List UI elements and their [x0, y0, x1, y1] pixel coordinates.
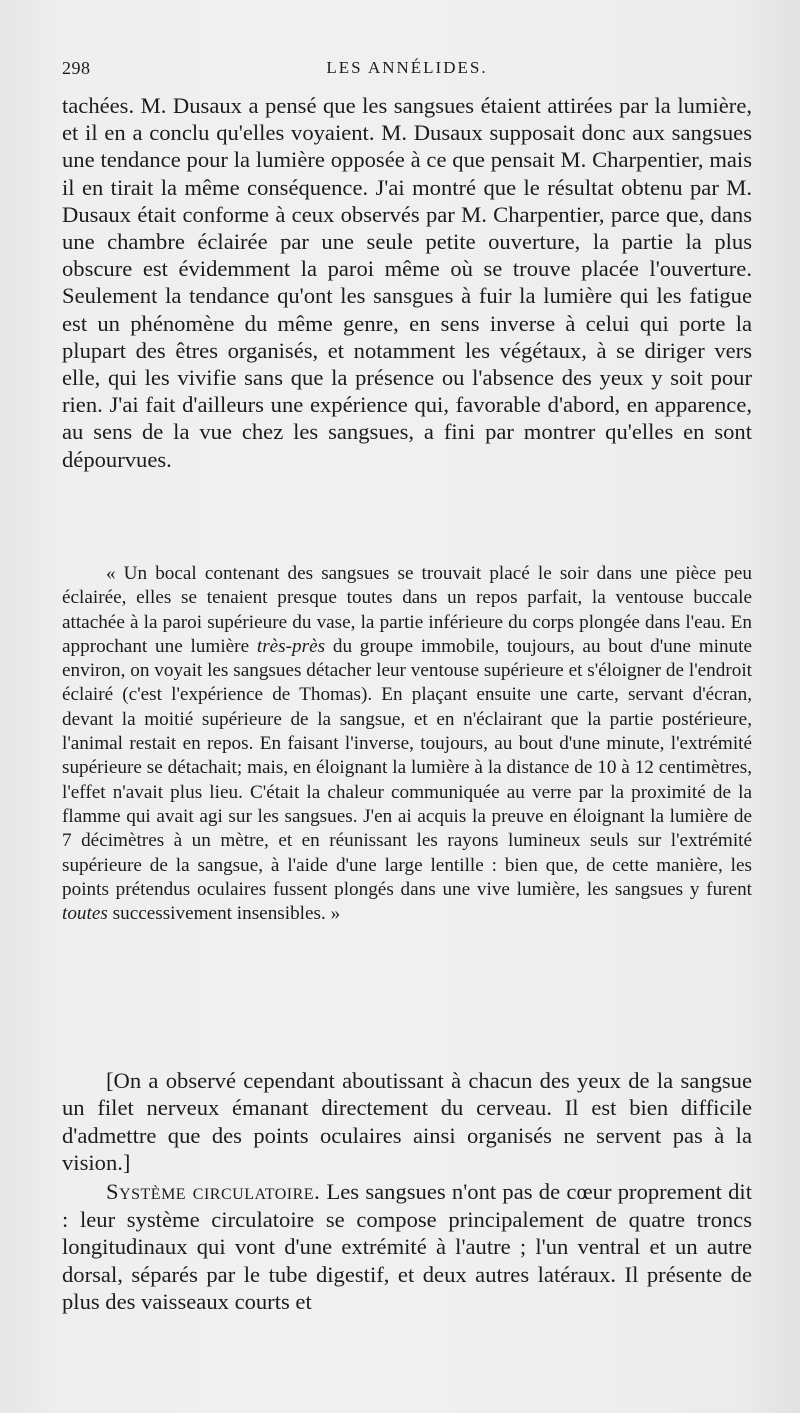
page-header: [62, 58, 752, 86]
quote-italic-tres-pres: très-près: [256, 635, 326, 657]
bracketed-text: [On a observé cependant aboutissant à chacun des yeux de la sangsue un filet nerveux émanant directement du cerveau. Il est bien difficile d'admettre que des points oculaires ainsi organisés ne servent pas à la vision.]: [62, 1068, 752, 1176]
section-heading: Système circulatoire.: [106, 1179, 321, 1204]
bracketed-paragraph: [62, 1067, 752, 1177]
quote-text-1: « Un bocal contenant des sangsues se trouvait placé le soir dans une pièce peu éclairée, elles se tenaient presque toutes dans un repos parfait, la ventouse buccale attachée à la paroi supérieure du vase, la partie inférieure du corps plongée dans l'eau. En approchant une lumière: [62, 563, 752, 657]
quote-text-3: successivement insensibles. »: [107, 903, 341, 925]
running-head: LES ANNÉLIDES.: [326, 58, 488, 77]
section-text: Les sangsues n'ont pas de cœur proprement dit : leur système circulatoire se compose principalement de quatre troncs longitudinaux qui vont d'une extrémité à l'autre ; l'un ventral et un autre dorsal, séparés par le tube digestif, et deux autres latéraux. Il présente de plus des vaisseaux courts et: [62, 1179, 752, 1315]
paragraph-continuation: tachées. M. Dusaux a pensé que les sangsues étaient attirées par la lumière, et il en a conclu qu'elles voyaient. M. Dusaux supposait donc aux sangsues une tendance pour la lumière opposée à ce que pensait M. Charpentier, mais il en tirait la même conséquence. J'ai montré que le résultat obtenu par M. Dusaux était conforme à ceux observés par M. Charpentier, parce que, dans une chambre éclairée par une seule petite ouverture, la partie la plus obscure est évidemment la paroi même où se trouve placée l'ouverture. Seulement la tendance qu'ont les sansgues à fuir la lumière qui les fatigue est un phénomène du même genre, en sens inverse à celui qui porte la plupart des êtres organisés, et notamment les végétaux, à se diriger vers elle, qui les vivifie sans que la présence ou l'absence des yeux y soit pour rien. J'ai fait d'ailleurs une expérience qui, favorable d'abord, en apparence, au sens de la vue chez les sangsues, a fini par montrer qu'elles en sont dépourvues.: [62, 93, 752, 472]
page-number: 298: [62, 58, 91, 78]
quote-text-2: du groupe immobile, toujours, au bout d'une minute environ, on voyait les sangsues détacher leur ventouse supérieure et s'éloigner de l'endroit éclairé (c'est l'expérience de Thomas). En plaçant ensuite une carte, servant d'écran, devant la moitié supérieure de la sangsue, et en n'éclairant que la partie postérieure, l'animal restait en repos. En faisant l'inverse, toujours, au bout d'une minute, l'extrémité supérieure se détachait; mais, en éloignant la lumière à la distance de 10 à 12 centimètres, l'effet n'avait plus lieu. C'était la chaleur communiquée au verre par la proximité de la flamme qui avait agi sur les sangsues. J'en ai acquis la preuve en éloignant la lumière de 7 décimètres à un mètre, et en réunissant les rayons lumineux seuls sur l'extrémité supérieure de la sangsue, à l'aide d'une large lentille : bien que, de cette manière, les points prétendus oculaires fussent plongés dans une vive lumière, les sangsues y furent: [62, 635, 752, 900]
section-circulatory-system: [62, 1178, 752, 1316]
quote-italic-toutes: toutes: [62, 903, 108, 925]
quoted-experiment: [62, 562, 752, 926]
